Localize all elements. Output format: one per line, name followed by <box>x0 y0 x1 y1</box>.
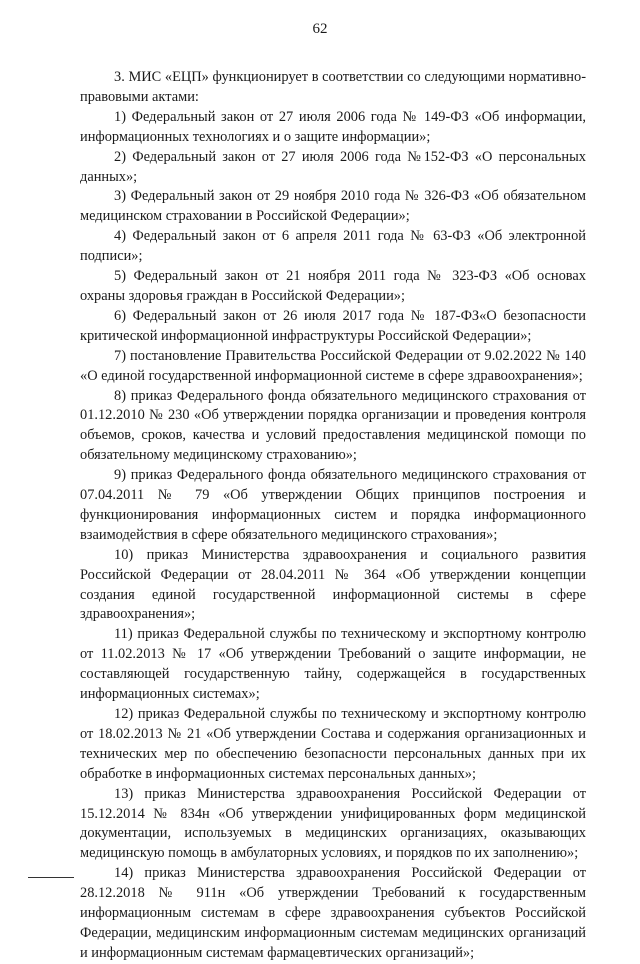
page-number: 62 <box>312 21 328 37</box>
list-item-5: 5) Федеральный закон от 21 ноября 2011 года № 323-ФЗ «Об основах охраны здоровья граждан в Российской Федерации»; <box>80 268 586 304</box>
list-item-3: 3) Федеральный закон от 29 ноября 2010 года № 326-ФЗ «Об обязательном медицинском страховании в Российской Федерации»; <box>80 188 586 225</box>
list-item-6: 6) Федеральный закон от 26 июля 2017 года № 187-ФЗ«О безопасности критической информационной инфраструктуры Российской Федерации»; <box>80 307 586 344</box>
list-item-2: 2) Федеральный закон от 27 июля 2006 года №152-ФЗ «О персональных данных»; <box>80 148 586 185</box>
list-item-11: 11) приказ Федеральной службы по техническому и экспортному контролю от 11.02.2013 № 17 «Об утверждении Требований о защите информации, не составляющей государственную тайну, содержащейся в государственных информационных системах»; <box>80 626 586 703</box>
list-item-9: 9) приказ Федерального фонда обязательного медицинского страхования от 07.04.2011 № 79 «Об утверждении Общих принципов построения и функционирования информационных систем и порядка информационного взаимодействия в сфере обязательного медицинского страхования»; <box>80 467 586 543</box>
list-item-8: 8) приказ Федерального фонда обязательного медицинского страхования от 01.12.2010 № 230 «Об утверждении порядка организации и проведения контроля объемов, сроков, качества и условий предоставления медицинской помощи по обязательному медицинскому страхованию»; <box>80 387 586 464</box>
list-item-4: 4) Федеральный закон от 6 апреля 2011 года № 63-ФЗ «Об электронной подписи»; <box>80 228 586 265</box>
list-item-1: 1) Федеральный закон от 27 июля 2006 года № 149-ФЗ «Об информации, информационных технологиях и о защите информации»; <box>80 108 586 145</box>
list-item-12: 12) приказ Федеральной службы по техническому и экспортному контролю от 18.02.2013 № 21 «Об утверждении Состава и содержания организационных и технических мер по обеспечению безопасности персональных данных при их обработке в информационных системах персональных данных»; <box>80 706 586 782</box>
document-body <box>80 68 586 964</box>
footer-rule <box>28 877 74 878</box>
list-item-13: 13) приказ Министерства здравоохранения Российской Федерации от 15.12.2014 № 834н «Об утверждении унифицированных форм медицинской документации, используемых в медицинских организациях, оказывающих медицинскую помощь в амбулаторных условиях, и порядков по их заполнению»; <box>80 785 586 862</box>
list-item-7: 7) постановление Правительства Российской Федерации от 9.02.2022 № 140 «О единой государственной информационной системе в сфере здравоохранения»; <box>80 347 586 384</box>
list-item-14: 14) приказ Министерства здравоохранения Российской Федерации от 28.12.2018 № 911н «Об утверждении Требований к государственным информационным системам в сфере здравоохранения субъектов Российской Федерации, медицинским информационным системам медицинских организаций и информационным системам фармацевтических организаций»; <box>80 865 586 961</box>
list-item-10: 10) приказ Министерства здравоохранения и социального развития Российской Федерации от 28.04.2011 № 364 «Об утверждении концепции создания единой государственной информационной системы в сфере здравоохранения»; <box>80 546 586 623</box>
paragraph-intro: 3. МИС «ЕЦП» функционирует в соответствии со следующими нормативно-правовыми актами: <box>80 69 586 105</box>
